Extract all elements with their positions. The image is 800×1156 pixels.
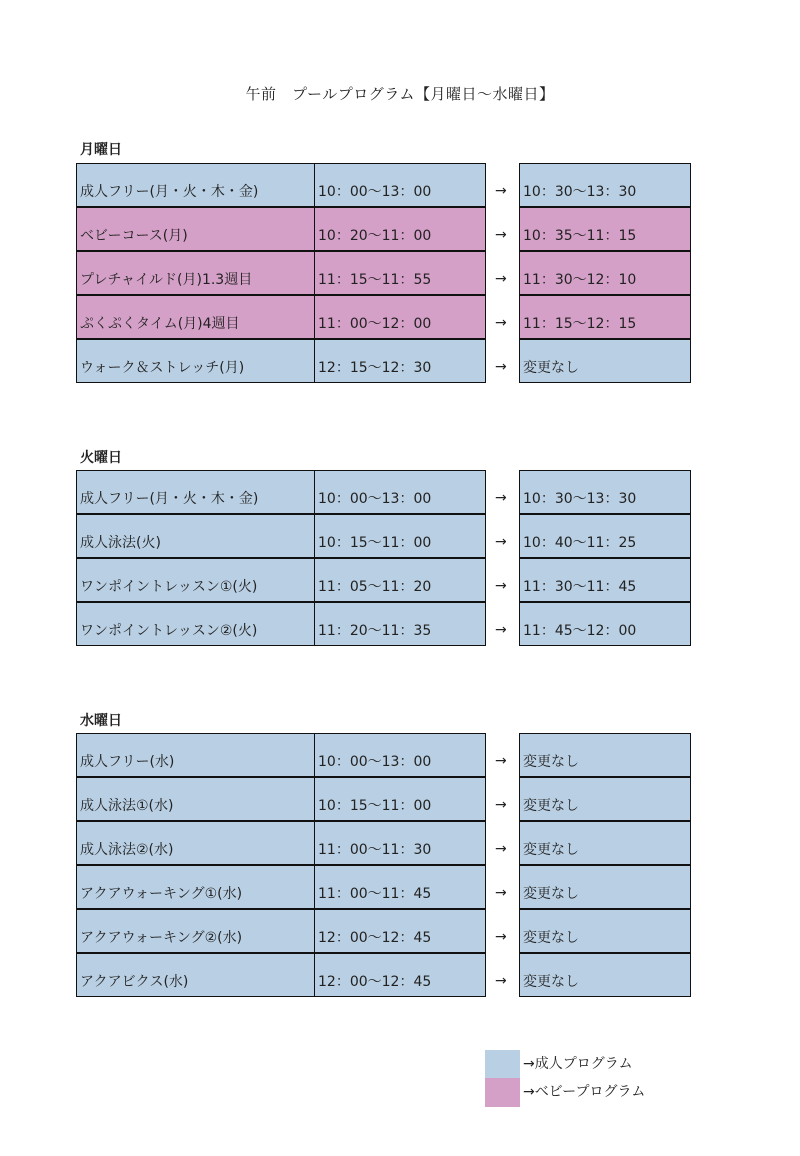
table-row <box>0 251 800 295</box>
current-time-cell: 11：00～11：45 <box>314 865 486 909</box>
table-row <box>0 470 800 514</box>
arrow-icon: → <box>495 271 507 287</box>
arrow-icon: → <box>495 797 507 813</box>
program-name-cell: ベビーコース(月) <box>76 207 316 251</box>
current-time-cell: 11：00～11：30 <box>314 821 486 865</box>
program-name-cell: アクアビクス(水) <box>76 953 316 997</box>
program-name-cell: 成人泳法②(水) <box>76 821 316 865</box>
new-time-cell: 10：30～13：30 <box>519 470 691 514</box>
new-time-cell: 変更なし <box>519 909 691 953</box>
table-row <box>0 558 800 602</box>
table-row <box>0 777 800 821</box>
day-heading: 火曜日 <box>80 450 122 466</box>
program-name-cell: アクアウォーキング②(水) <box>76 909 316 953</box>
new-time-cell: 変更なし <box>519 865 691 909</box>
program-name-cell: プレチャイルド(月)1.3週目 <box>76 251 316 295</box>
arrow-icon: → <box>495 841 507 857</box>
day-heading: 月曜日 <box>80 142 122 158</box>
program-name-cell: 成人フリー(月・火・木・金) <box>76 470 316 514</box>
arrow-icon: → <box>495 183 507 199</box>
table-row <box>0 602 800 646</box>
new-time-cell: 11：30～12：10 <box>519 251 691 295</box>
arrow-icon: → <box>495 973 507 989</box>
program-name-cell: 成人泳法(火) <box>76 514 316 558</box>
program-name-cell: 成人泳法①(水) <box>76 777 316 821</box>
table-row <box>0 207 800 251</box>
table-row <box>0 953 800 997</box>
legend-label-baby: →ベビープログラム <box>523 1084 646 1100</box>
arrow-icon: → <box>495 534 507 550</box>
legend-swatch-baby <box>485 1078 520 1107</box>
arrow-icon: → <box>495 490 507 506</box>
arrow-icon: → <box>495 885 507 901</box>
arrow-icon: → <box>495 227 507 243</box>
arrow-icon: → <box>495 622 507 638</box>
current-time-cell: 10：15～11：00 <box>314 514 486 558</box>
table-row <box>0 514 800 558</box>
day-heading: 水曜日 <box>80 713 122 729</box>
new-time-cell: 10：35～11：15 <box>519 207 691 251</box>
arrow-icon: → <box>495 753 507 769</box>
table-row <box>0 865 800 909</box>
current-time-cell: 10：00～13：00 <box>314 470 486 514</box>
current-time-cell: 12：00～12：45 <box>314 953 486 997</box>
new-time-cell: 変更なし <box>519 821 691 865</box>
legend-label-adult: →成人プログラム <box>523 1056 633 1072</box>
new-time-cell: 変更なし <box>519 953 691 997</box>
page-title: 午前 プールプログラム【月曜日～水曜日】 <box>245 85 555 103</box>
program-name-cell: 成人フリー(水) <box>76 733 316 777</box>
table-row <box>0 295 800 339</box>
new-time-cell: 10：40～11：25 <box>519 514 691 558</box>
current-time-cell: 12：00～12：45 <box>314 909 486 953</box>
new-time-cell: 変更なし <box>519 339 691 383</box>
program-name-cell: ワンポイントレッスン①(火) <box>76 558 316 602</box>
current-time-cell: 10：15～11：00 <box>314 777 486 821</box>
arrow-icon: → <box>495 929 507 945</box>
table-row <box>0 339 800 383</box>
table-row <box>0 821 800 865</box>
new-time-cell: 11：30～11：45 <box>519 558 691 602</box>
table-row <box>0 163 800 207</box>
current-time-cell: 11：00～12：00 <box>314 295 486 339</box>
program-name-cell: ワンポイントレッスン②(火) <box>76 602 316 646</box>
current-time-cell: 10：20～11：00 <box>314 207 486 251</box>
program-name-cell: ウォーク＆ストレッチ(月) <box>76 339 316 383</box>
current-time-cell: 12：15～12：30 <box>314 339 486 383</box>
new-time-cell: 変更なし <box>519 733 691 777</box>
program-name-cell: アクアウォーキング①(水) <box>76 865 316 909</box>
new-time-cell: 11：45～12：00 <box>519 602 691 646</box>
current-time-cell: 11：15～11：55 <box>314 251 486 295</box>
legend-swatch-adult <box>485 1050 520 1079</box>
arrow-icon: → <box>495 578 507 594</box>
current-time-cell: 10：00～13：00 <box>314 163 486 207</box>
new-time-cell: 10：30～13：30 <box>519 163 691 207</box>
program-name-cell: 成人フリー(月・火・木・金) <box>76 163 316 207</box>
program-name-cell: ぷくぷくタイム(月)4週目 <box>76 295 316 339</box>
current-time-cell: 11：20～11：35 <box>314 602 486 646</box>
current-time-cell: 10：00～13：00 <box>314 733 486 777</box>
table-row <box>0 733 800 777</box>
arrow-icon: → <box>495 359 507 375</box>
new-time-cell: 変更なし <box>519 777 691 821</box>
arrow-icon: → <box>495 315 507 331</box>
current-time-cell: 11：05～11：20 <box>314 558 486 602</box>
table-row <box>0 909 800 953</box>
new-time-cell: 11：15～12：15 <box>519 295 691 339</box>
